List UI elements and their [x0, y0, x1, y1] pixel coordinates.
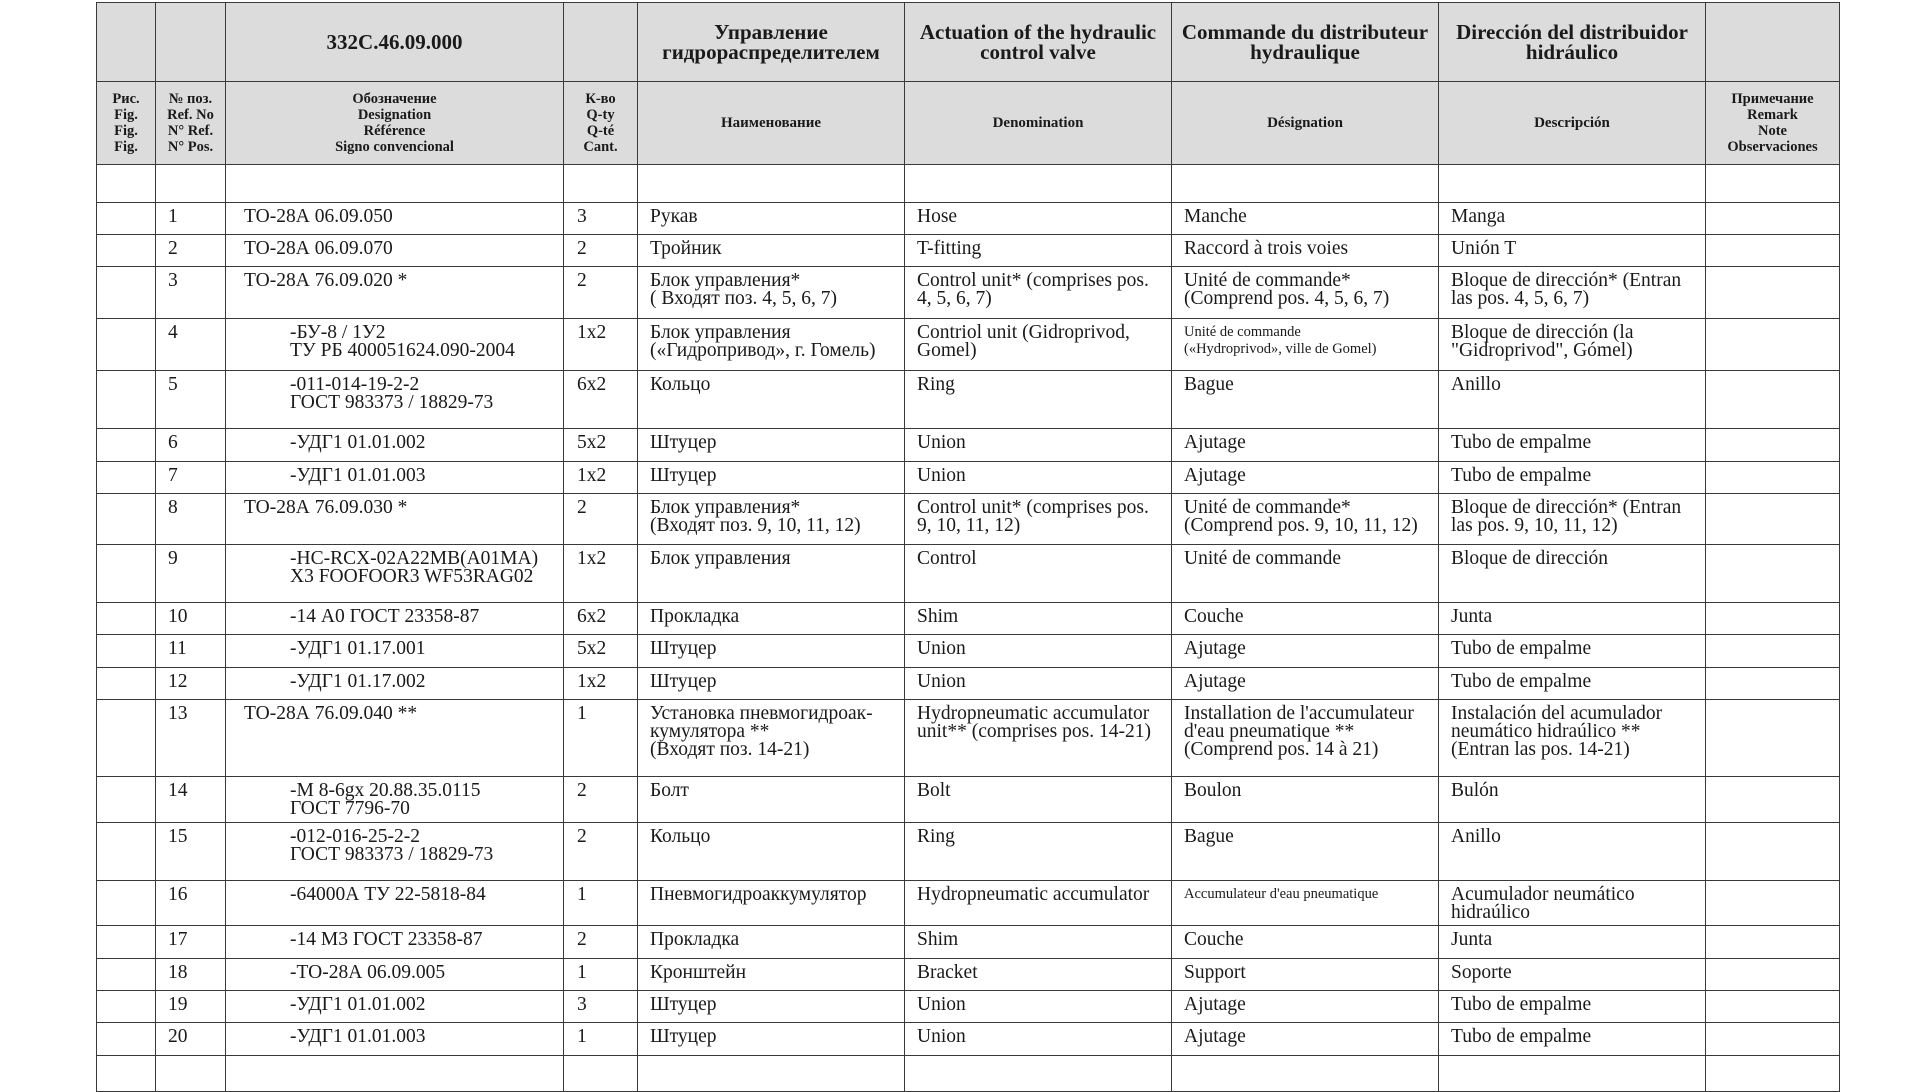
- name-english: Hose: [905, 203, 1172, 235]
- position-number: 11: [156, 635, 226, 668]
- name-spanish: Junta: [1439, 926, 1706, 959]
- table-row: [97, 203, 1840, 235]
- position-number: 4: [156, 319, 226, 371]
- name-spanish: Tubo de empalme: [1439, 462, 1706, 494]
- blank-row: [97, 165, 1840, 203]
- fig-cell: [97, 603, 156, 635]
- name-spanish: Tubo de empalme: [1439, 991, 1706, 1023]
- remark-cell: [1706, 603, 1840, 635]
- quantity: 3: [564, 991, 638, 1023]
- designation-code: -УДГ1 01.17.002: [226, 668, 564, 700]
- remark-cell: [1706, 371, 1840, 429]
- position-number: 6: [156, 429, 226, 462]
- name-french: Ajutage: [1172, 635, 1439, 668]
- table-row: [97, 777, 1840, 823]
- table-row: [97, 603, 1840, 635]
- fig-cell: [97, 926, 156, 959]
- name-spanish: Bulón: [1439, 777, 1706, 823]
- designation-code: -14 М3 ГОСТ 23358-87: [226, 926, 564, 959]
- quantity: 1x2: [564, 545, 638, 603]
- quantity: 2: [564, 267, 638, 319]
- name-russian: Блок управления* ( Входят поз. 4, 5, 6, 7): [638, 267, 905, 319]
- table-row: [97, 991, 1840, 1023]
- name-russian: Штуцер: [638, 1023, 905, 1056]
- fig-cell: [97, 991, 156, 1023]
- remark-cell: [1706, 462, 1840, 494]
- designation-code: ТО-28А 06.09.050: [226, 203, 564, 235]
- designation-code: ТО-28А 76.09.030 *: [226, 494, 564, 545]
- name-french: Ajutage: [1172, 462, 1439, 494]
- table-row: [97, 267, 1840, 319]
- name-spanish: Bloque de dirección (la "Gidroprivod", Gómel): [1439, 319, 1706, 371]
- table-row: [97, 319, 1840, 371]
- name-french: Raccord à trois voies: [1172, 235, 1439, 267]
- name-russian: Штуцер: [638, 991, 905, 1023]
- name-russian: Штуцер: [638, 462, 905, 494]
- position-number: 9: [156, 545, 226, 603]
- fig-cell: [97, 635, 156, 668]
- designation-code: -НС-RCX-02A22MB(A01MA) X3 FOOFOOR3 WF53RAG02: [226, 545, 564, 603]
- position-number: 16: [156, 881, 226, 926]
- name-spanish: Anillo: [1439, 371, 1706, 429]
- remark-cell: [1706, 777, 1840, 823]
- position-number: 13: [156, 700, 226, 777]
- position-number: 18: [156, 959, 226, 991]
- name-french: Bague: [1172, 823, 1439, 881]
- column-header-name-fr: Désignation: [1172, 82, 1439, 165]
- designation-code: -БУ-8 / 1У2 ТУ РБ 400051624.090-2004: [226, 319, 564, 371]
- name-english: Union: [905, 991, 1172, 1023]
- position-number: 20: [156, 1023, 226, 1056]
- quantity: 5x2: [564, 635, 638, 668]
- header-cell-empty: [156, 3, 226, 82]
- name-spanish: Junta: [1439, 603, 1706, 635]
- quantity: 1: [564, 700, 638, 777]
- name-spanish: Manga: [1439, 203, 1706, 235]
- name-english: Control: [905, 545, 1172, 603]
- fig-cell: [97, 494, 156, 545]
- name-spanish: Anillo: [1439, 823, 1706, 881]
- name-russian: Штуцер: [638, 668, 905, 700]
- name-spanish: Tubo de empalme: [1439, 635, 1706, 668]
- quantity: 2: [564, 823, 638, 881]
- fig-cell: [97, 429, 156, 462]
- name-russian: Прокладка: [638, 926, 905, 959]
- name-russian: Кольцо: [638, 371, 905, 429]
- designation-code: -011-014-19-2-2 ГОСТ 983373 / 18829-73: [226, 371, 564, 429]
- column-header-qty: К-во Q-ty Q-té Cant.: [564, 82, 638, 165]
- name-french: Bague: [1172, 371, 1439, 429]
- table-row: [97, 926, 1840, 959]
- remark-cell: [1706, 429, 1840, 462]
- quantity: 1: [564, 959, 638, 991]
- remark-cell: [1706, 203, 1840, 235]
- name-spanish: Tubo de empalme: [1439, 668, 1706, 700]
- blank-row: [97, 1056, 1840, 1092]
- table-row: [97, 494, 1840, 545]
- name-spanish: Tubo de empalme: [1439, 429, 1706, 462]
- remark-cell: [1706, 635, 1840, 668]
- name-english: Union: [905, 668, 1172, 700]
- column-header-remark: Примечание Remark Note Observaciones: [1706, 82, 1840, 165]
- table-row: [97, 823, 1840, 881]
- title-spanish: Dirección del distribuidor hidráulico: [1439, 3, 1706, 82]
- column-header-fig: Рис. Fig. Fig. Fig.: [97, 82, 156, 165]
- position-number: 14: [156, 777, 226, 823]
- name-spanish: Bloque de dirección* (Entran las pos. 4, 5, 6, 7): [1439, 267, 1706, 319]
- name-english: Shim: [905, 926, 1172, 959]
- table-row: [97, 881, 1840, 926]
- designation-code: -012-016-25-2-2 ГОСТ 983373 / 18829-73: [226, 823, 564, 881]
- title-russian: Управление гидрораспределителем: [638, 3, 905, 82]
- remark-cell: [1706, 700, 1840, 777]
- position-number: 3: [156, 267, 226, 319]
- remark-cell: [1706, 823, 1840, 881]
- name-english: Union: [905, 429, 1172, 462]
- name-russian: Штуцер: [638, 429, 905, 462]
- fig-cell: [97, 267, 156, 319]
- name-french: Unité de commande: [1172, 545, 1439, 603]
- fig-cell: [97, 700, 156, 777]
- table-row: [97, 545, 1840, 603]
- name-french: Ajutage: [1172, 991, 1439, 1023]
- remark-cell: [1706, 926, 1840, 959]
- quantity: 1: [564, 1023, 638, 1056]
- remark-cell: [1706, 267, 1840, 319]
- fig-cell: [97, 235, 156, 267]
- designation-code: -64000А ТУ 22-5818-84: [226, 881, 564, 926]
- fig-cell: [97, 462, 156, 494]
- position-number: 7: [156, 462, 226, 494]
- fig-cell: [97, 959, 156, 991]
- remark-cell: [1706, 235, 1840, 267]
- position-number: 8: [156, 494, 226, 545]
- name-french: Unité de commande* (Comprend pos. 4, 5, 6, 7): [1172, 267, 1439, 319]
- name-english: Control unit* (comprises pos. 4, 5, 6, 7): [905, 267, 1172, 319]
- position-number: 17: [156, 926, 226, 959]
- column-header-name-ru: Наименование: [638, 82, 905, 165]
- designation-code: -ТО-28А 06.09.005: [226, 959, 564, 991]
- name-russian: Тройник: [638, 235, 905, 267]
- remark-cell: [1706, 991, 1840, 1023]
- name-english: Union: [905, 635, 1172, 668]
- position-number: 1: [156, 203, 226, 235]
- remark-cell: [1706, 545, 1840, 603]
- table-row: [97, 429, 1840, 462]
- quantity: 1x2: [564, 668, 638, 700]
- parts-table: [96, 2, 1840, 1092]
- column-header-designation: Обозначение Designation Référence Signo convencional: [226, 82, 564, 165]
- quantity: 2: [564, 235, 638, 267]
- title-english: Actuation of the hydraulic control valve: [905, 3, 1172, 82]
- name-french: Installation de l'accumulateur d'eau pneumatique ** (Comprend pos. 14 à 21): [1172, 700, 1439, 777]
- quantity: 1: [564, 881, 638, 926]
- designation-code: ТО-28А 06.09.070: [226, 235, 564, 267]
- name-russian: Рукав: [638, 203, 905, 235]
- name-spanish: Instalación del acumulador neumático hidraúlico ** (Entran las pos. 14-21): [1439, 700, 1706, 777]
- assembly-code: 332C.46.09.000: [226, 3, 564, 82]
- table-row: [97, 700, 1840, 777]
- quantity: 2: [564, 494, 638, 545]
- position-number: 2: [156, 235, 226, 267]
- position-number: 19: [156, 991, 226, 1023]
- name-russian: Штуцер: [638, 635, 905, 668]
- name-french: Unité de commande* (Comprend pos. 9, 10, 11, 12): [1172, 494, 1439, 545]
- position-number: 10: [156, 603, 226, 635]
- table-row: [97, 462, 1840, 494]
- name-english: Shim: [905, 603, 1172, 635]
- name-english: Hydropneumatic accumulator unit** (comprises pos. 14-21): [905, 700, 1172, 777]
- column-header-name-en: Denomination: [905, 82, 1172, 165]
- fig-cell: [97, 823, 156, 881]
- remark-cell: [1706, 668, 1840, 700]
- name-spanish: Tubo de empalme: [1439, 1023, 1706, 1056]
- name-english: Bracket: [905, 959, 1172, 991]
- name-french: Manche: [1172, 203, 1439, 235]
- designation-code: -УДГ1 01.01.003: [226, 1023, 564, 1056]
- name-spanish: Bloque de dirección: [1439, 545, 1706, 603]
- designation-code: -УДГ1 01.01.002: [226, 429, 564, 462]
- remark-cell: [1706, 959, 1840, 991]
- header-cell-empty: [97, 3, 156, 82]
- name-russian: Блок управления* (Входят поз. 9, 10, 11, 12): [638, 494, 905, 545]
- table-row: [97, 1023, 1840, 1056]
- name-french: Boulon: [1172, 777, 1439, 823]
- name-english: Union: [905, 462, 1172, 494]
- name-russian: Болт: [638, 777, 905, 823]
- remark-cell: [1706, 1023, 1840, 1056]
- position-number: 15: [156, 823, 226, 881]
- name-french: Couche: [1172, 926, 1439, 959]
- quantity: 6x2: [564, 371, 638, 429]
- name-english: Bolt: [905, 777, 1172, 823]
- name-russian: Кронштейн: [638, 959, 905, 991]
- name-french: Ajutage: [1172, 668, 1439, 700]
- fig-cell: [97, 203, 156, 235]
- name-english: Contriol unit (Gidroprivod, Gomel): [905, 319, 1172, 371]
- name-russian: Установка пневмогидроак- кумулятора ** (Входят поз. 14-21): [638, 700, 905, 777]
- title-french: Commande du distributeur hydraulique: [1172, 3, 1439, 82]
- name-spanish: Acumulador neumático hidraúlico: [1439, 881, 1706, 926]
- name-english: Control unit* (comprises pos. 9, 10, 11, 12): [905, 494, 1172, 545]
- header-row-titles: [97, 3, 1840, 82]
- table-row: [97, 959, 1840, 991]
- remark-cell: [1706, 881, 1840, 926]
- table-row: [97, 235, 1840, 267]
- position-number: 5: [156, 371, 226, 429]
- designation-code: ТО-28А 76.09.040 **: [226, 700, 564, 777]
- designation-code: ТО-28А 76.09.020 *: [226, 267, 564, 319]
- header-cell-empty: [564, 3, 638, 82]
- designation-code: -УДГ1 01.01.003: [226, 462, 564, 494]
- remark-cell: [1706, 494, 1840, 545]
- name-russian: Блок управления («Гидропривод», г. Гомель): [638, 319, 905, 371]
- header-row-columns: [97, 82, 1840, 165]
- header-cell-empty: [1706, 3, 1840, 82]
- table-row: [97, 635, 1840, 668]
- name-spanish: Bloque de dirección* (Entran las pos. 9, 10, 11, 12): [1439, 494, 1706, 545]
- table-row: [97, 371, 1840, 429]
- name-english: Hydropneumatic accumulator: [905, 881, 1172, 926]
- fig-cell: [97, 371, 156, 429]
- designation-code: -УДГ1 01.01.002: [226, 991, 564, 1023]
- name-english: Union: [905, 1023, 1172, 1056]
- fig-cell: [97, 545, 156, 603]
- column-header-name-es: Descripción: [1439, 82, 1706, 165]
- position-number: 12: [156, 668, 226, 700]
- fig-cell: [97, 668, 156, 700]
- designation-code: -М 8-6gx 20.88.35.0115 ГОСТ 7796-70: [226, 777, 564, 823]
- fig-cell: [97, 777, 156, 823]
- remark-cell: [1706, 319, 1840, 371]
- quantity: 2: [564, 926, 638, 959]
- name-french: Unité de commande («Hydroprivod», ville de Gomel): [1172, 319, 1439, 371]
- name-english: Ring: [905, 371, 1172, 429]
- fig-cell: [97, 319, 156, 371]
- fig-cell: [97, 1023, 156, 1056]
- table-row: [97, 668, 1840, 700]
- name-russian: Прокладка: [638, 603, 905, 635]
- designation-code: -УДГ1 01.17.001: [226, 635, 564, 668]
- name-french: Ajutage: [1172, 1023, 1439, 1056]
- name-english: T-fitting: [905, 235, 1172, 267]
- quantity: 1x2: [564, 319, 638, 371]
- name-french: Couche: [1172, 603, 1439, 635]
- quantity: 2: [564, 777, 638, 823]
- name-russian: Пневмогидроаккумулятор: [638, 881, 905, 926]
- fig-cell: [97, 881, 156, 926]
- name-french: Ajutage: [1172, 429, 1439, 462]
- column-header-pos: № поз. Ref. No N° Ref. N° Pos.: [156, 82, 226, 165]
- quantity: 1x2: [564, 462, 638, 494]
- name-russian: Кольцо: [638, 823, 905, 881]
- name-english: Ring: [905, 823, 1172, 881]
- name-french: Accumulateur d'eau pneumatique: [1172, 881, 1439, 926]
- quantity: 5x2: [564, 429, 638, 462]
- quantity: 3: [564, 203, 638, 235]
- name-spanish: Unión T: [1439, 235, 1706, 267]
- quantity: 6x2: [564, 603, 638, 635]
- name-russian: Блок управления: [638, 545, 905, 603]
- name-spanish: Soporte: [1439, 959, 1706, 991]
- designation-code: -14 А0 ГОСТ 23358-87: [226, 603, 564, 635]
- name-french: Support: [1172, 959, 1439, 991]
